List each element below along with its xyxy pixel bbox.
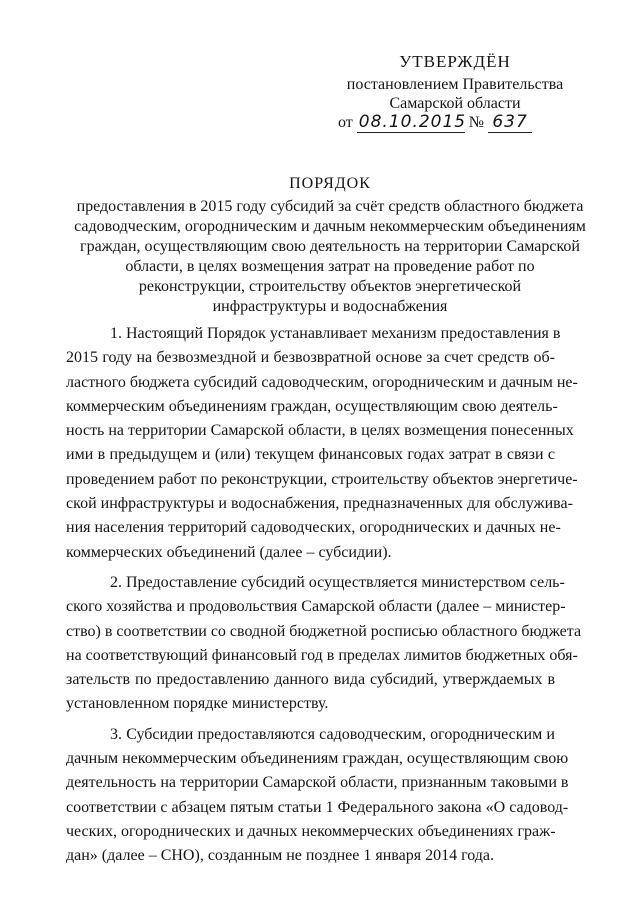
number-sign: № xyxy=(468,114,485,131)
approved-heading: УТВЕРЖДЁН xyxy=(399,52,511,71)
text-line: ластного бюджета субсидий садоводческим, огородническим и дачным не- xyxy=(66,373,578,391)
text-line: дан» (далее – СНО), созданным не позднее 1 января 2014 года. xyxy=(66,847,495,865)
subtitle-line: реконструкции, строительству объектов энергетической xyxy=(138,278,522,295)
paragraph-2 xyxy=(66,571,582,717)
text-line: 1. Настоящий Порядок устанавливает механизм предоставления в xyxy=(110,325,561,342)
text-line: установленном порядке министерству. xyxy=(66,695,329,713)
text-line: коммерческим объединениям граждан, осуществляющим свою деятель- xyxy=(66,397,558,415)
text-line: на соответствующий финансовый год в пределах лимитов бюджетных обя- xyxy=(66,646,578,664)
document-body xyxy=(66,322,582,875)
text-line: ния населения территорий садоводческих, огороднических и дачных не- xyxy=(66,519,561,537)
paragraph-1 xyxy=(66,322,578,565)
text-line: дачным некоммерческим объединениям граждан, осуществляющим свою xyxy=(66,750,569,768)
text-line: 3. Субсидии предоставляются садоводческим, огородническим и xyxy=(110,725,555,743)
handwritten-number: 637 xyxy=(488,113,532,133)
approval-authority-line: постановлением Правительства xyxy=(346,76,564,93)
date-prefix: от xyxy=(338,114,353,131)
subtitle-line: садоводческим, огородническим и дачным некоммерческим объединениям xyxy=(74,218,586,235)
title-subtitle xyxy=(60,197,600,317)
document-title xyxy=(60,174,600,317)
text-line: ческих, огороднических и дачных некоммерческих объединениях граж- xyxy=(66,822,556,840)
paragraph-3 xyxy=(66,723,569,869)
text-line: деятельность на территории Самарской области, признанным таковыми в xyxy=(66,774,569,792)
text-line: проведением работ по реконструкции, строительству объектов энергетиче- xyxy=(66,470,578,488)
text-line: коммерческих объединений (далее – субсидии). xyxy=(66,543,392,561)
text-line: 2015 году на безвозмездной и безвозвратной основе за счет средств об- xyxy=(66,349,555,367)
subtitle-line: предоставления в 2015 году субсидий за счёт средств областного бюджета xyxy=(76,198,584,215)
text-line: ность на территории Самарской области, в целях возмещения понесенных xyxy=(66,422,574,440)
text-line: зательств по предоставлению данного вида субсидий, утверждаемых в xyxy=(66,671,555,689)
title-heading: ПОРЯДОК xyxy=(289,175,371,192)
text-line: 2. Предоставление субсидий осуществляется министерством сель- xyxy=(110,573,565,591)
text-line: ской инфраструктуры и водоснабжения, предназначенных для обслужива- xyxy=(66,495,573,513)
subtitle-line: области, в целях возмещения затрат на проведение работ по xyxy=(125,258,535,275)
subtitle-line: инфраструктуры и водоснабжения xyxy=(212,298,448,315)
subtitle-line: граждан, осуществляющим свою деятельность на территории Самарской xyxy=(80,238,580,255)
approval-stamp xyxy=(330,52,580,133)
text-line: ского хозяйства и продовольствия Самарской области (далее – министер- xyxy=(66,598,566,616)
text-line: ими в предыдущем и (или) текущем финансовых годах затрат в связи с xyxy=(66,446,555,464)
approval-date-line xyxy=(330,113,580,133)
text-line: ство) в соответствии со сводной бюджетной росписью областного бюджета xyxy=(66,622,582,640)
approval-region-line: Самарской области xyxy=(389,95,521,112)
text-line: соответствии с абзацем пятым статьи 1 Федерального закона «О садовод- xyxy=(66,798,569,816)
handwritten-date: 08.10.2015 xyxy=(358,112,467,132)
